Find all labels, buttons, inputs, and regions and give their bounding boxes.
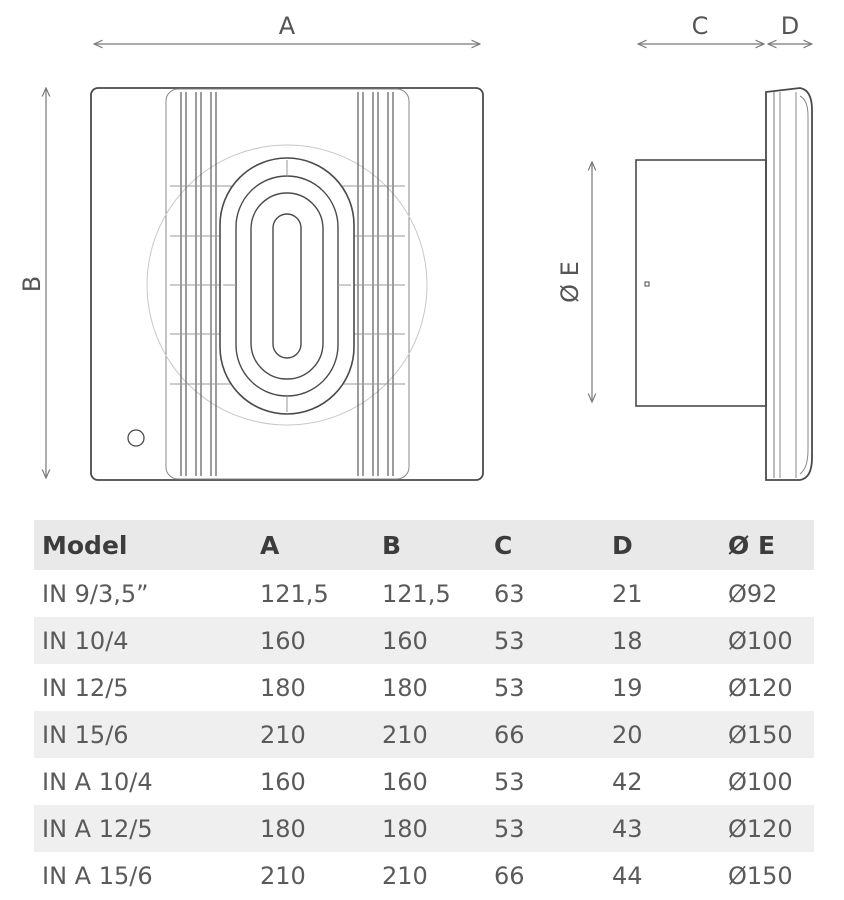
cell-d: 21 — [612, 579, 643, 608]
cell-e: Ø100 — [728, 767, 793, 796]
table-row — [34, 852, 814, 899]
cell-e: Ø92 — [728, 579, 778, 608]
cell-e: Ø100 — [720, 617, 814, 664]
cell-model: IN A 12/5 — [34, 805, 252, 852]
cell-model: IN A 15/6 — [42, 861, 153, 890]
cell-a: 180 — [252, 805, 374, 852]
cell-d: 42 — [612, 767, 643, 796]
dimension-c — [638, 12, 764, 44]
cell-model: IN 9/3,5” — [42, 579, 149, 608]
table-row — [34, 570, 814, 617]
header-a: A — [252, 520, 374, 570]
header-model: Model — [34, 520, 252, 570]
cell-a: 160 — [252, 617, 374, 664]
dimension-b-label: B — [18, 275, 46, 293]
dimension-b — [18, 88, 46, 478]
header-e: Ø E — [720, 520, 814, 570]
header-b: B — [374, 520, 486, 570]
cell-a: 180 — [260, 673, 306, 702]
header-c: C — [486, 520, 604, 570]
table-row — [34, 758, 814, 805]
dimension-e — [556, 162, 592, 402]
specifications-table — [34, 520, 814, 899]
fan-side-view — [636, 88, 812, 480]
cell-a: 210 — [260, 861, 306, 890]
cell-a: 121,5 — [260, 579, 329, 608]
cell-b: 180 — [374, 805, 486, 852]
table-row — [34, 711, 814, 758]
dimension-e-label: Ø E — [556, 261, 584, 303]
cell-a: 160 — [260, 767, 306, 796]
cell-c: 53 — [486, 617, 604, 664]
dimension-d — [768, 12, 812, 44]
cell-d: 19 — [612, 673, 643, 702]
table-row — [34, 617, 814, 664]
table-header-row — [34, 520, 814, 570]
cell-model: IN A 10/4 — [42, 767, 153, 796]
cell-b: 210 — [374, 711, 486, 758]
cell-c: 66 — [494, 861, 525, 890]
cell-b: 160 — [374, 617, 486, 664]
cell-d: 44 — [612, 861, 643, 890]
cell-b: 210 — [382, 861, 428, 890]
cell-d: 43 — [604, 805, 720, 852]
cell-b: 160 — [382, 767, 428, 796]
cell-c: 53 — [494, 673, 525, 702]
cell-c: 53 — [494, 767, 525, 796]
cell-model: IN 15/6 — [34, 711, 252, 758]
cell-model: IN 10/4 — [34, 617, 252, 664]
cell-c: 53 — [486, 805, 604, 852]
dimension-d-label: D — [780, 12, 800, 40]
dimension-a — [94, 12, 480, 44]
header-d: D — [604, 520, 720, 570]
fan-front-view — [91, 88, 483, 480]
dimension-a-label: A — [278, 12, 296, 40]
table-row — [34, 805, 814, 852]
cell-e: Ø120 — [728, 673, 793, 702]
cell-model: IN 12/5 — [42, 673, 129, 702]
cell-d: 18 — [604, 617, 720, 664]
cell-c: 63 — [494, 579, 525, 608]
dimension-c-label: C — [691, 12, 709, 40]
cell-c: 66 — [486, 711, 604, 758]
cell-e: Ø120 — [720, 805, 814, 852]
cell-a: 210 — [252, 711, 374, 758]
cell-b: 180 — [382, 673, 428, 702]
table-row — [34, 664, 814, 711]
cell-d: 20 — [604, 711, 720, 758]
cell-e: Ø150 — [720, 711, 814, 758]
cell-b: 121,5 — [382, 579, 451, 608]
cell-e: Ø150 — [728, 861, 793, 890]
